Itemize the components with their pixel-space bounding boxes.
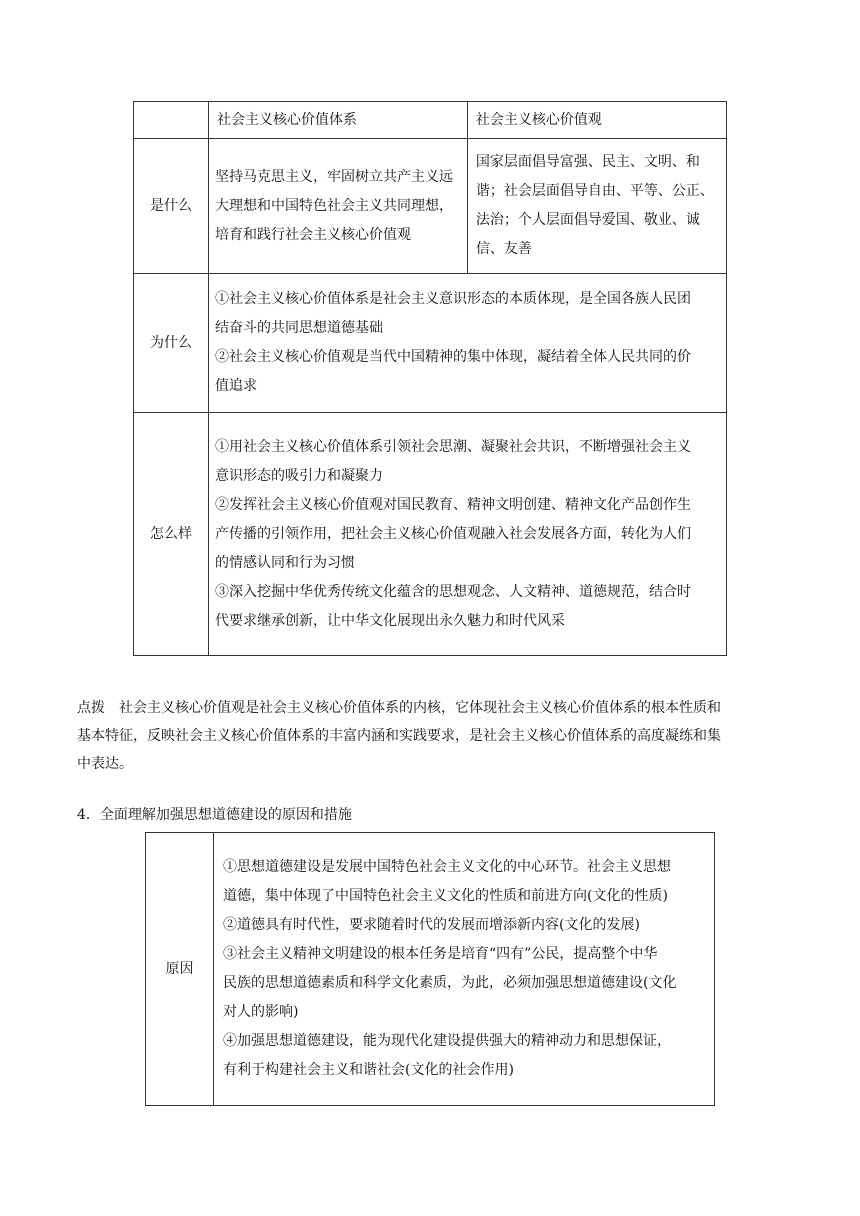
tip-paragraph — [77, 694, 795, 778]
table-row-how — [134, 413, 727, 656]
text-line: 产传播的引领作用，把社会主义核心价值观融入社会发展各方面，转化为人们 — [215, 525, 692, 542]
cell-what-values — [467, 139, 726, 274]
table-row-why — [134, 274, 727, 413]
cell-what-system — [209, 139, 468, 274]
row-label-reason: 原因 — [146, 833, 214, 1106]
text-line: 民族的思想道德素质和科学文化素质，为此，必须加强思想道德建设(文化 — [223, 975, 677, 991]
text-line: 的情感认同和行为习惯 — [215, 554, 356, 571]
cell-reason-content — [214, 833, 715, 1106]
text-line: 道德，集中体现了中国特色社会主义文化的性质和前进方向(文化的性质) — [223, 888, 668, 904]
header-core-values: 社会主义核心价值观 — [467, 102, 726, 139]
text-line: ②道德具有时代性，要求随着时代的发展而增添新内容(文化的发展) — [223, 917, 640, 933]
section-heading: 4．全面理解加强思想道德建设的原因和措施 — [77, 807, 352, 823]
text-line: 信、友善 — [475, 241, 532, 257]
table-row-what — [134, 139, 727, 274]
text-line: 坚持马克思主义，牢固树立共产主义远 — [215, 168, 454, 185]
text-line: 代要求继承创新，让中华文化展现出永久魅力和时代风采 — [215, 612, 566, 629]
row-label-how: 怎么样 — [134, 413, 209, 656]
header-value-system: 社会主义核心价值体系 — [209, 102, 468, 139]
table-header-row — [134, 102, 727, 139]
text-line: ②社会主义核心价值观是当代中国精神的集中体现，凝结着全体人民共同的价 — [215, 349, 692, 365]
text-line: ③社会主义精神文明建设的根本任务是培育“四有”公民，提高整个中华 — [223, 946, 658, 962]
text-line: 基本特征，反映社会主义核心价值体系的丰富内涵和实践要求，是社会主义核心价值体系的高度凝练和集 — [77, 728, 721, 744]
text-line: 意识形态的吸引力和凝聚力 — [215, 467, 384, 484]
text-line: ③深入挖掘中华优秀传统文化蕴含的思想观念、人文精神、道德规范，结合时 — [215, 583, 692, 600]
text-line: 结奋斗的共同思想道德基础 — [215, 320, 384, 336]
text-line: 有利于构建社会主义和谐社会(文化的社会作用) — [223, 1062, 514, 1078]
text-line: 国家层面倡导富强、民主、文明、和 — [475, 154, 700, 170]
text-line: ④加强思想道德建设，能为现代化建设提供强大的精神动力和思想保证， — [223, 1033, 671, 1049]
core-values-comparison-table — [133, 101, 727, 656]
row-label-what: 是什么 — [134, 139, 209, 274]
text-line: 值追求 — [215, 378, 258, 394]
text-line: ①用社会主义核心价值体系引领社会思潮、凝聚社会共识，不断增强社会主义 — [215, 438, 692, 455]
row-label-why: 为什么 — [134, 274, 209, 413]
cell-how-content — [209, 413, 727, 656]
text-line: 谐；社会层面倡导自由、平等、公正、 — [475, 183, 714, 199]
header-corner-cell — [134, 102, 209, 139]
text-line: 中表达。 — [77, 756, 133, 772]
text-line: ②发挥社会主义核心价值观对国民教育、精神文明创建、精神文化产品创作生 — [215, 496, 692, 513]
text-line: 大理想和中国特色社会主义共同理想， — [215, 197, 454, 214]
text-line: 法治；个人层面倡导爱国、敬业、诚 — [475, 212, 700, 228]
text-line: ①社会主义核心价值体系是社会主义意识形态的本质体现，是全国各族人民团 — [215, 291, 692, 307]
text-line: 对人的影响) — [223, 1004, 299, 1020]
moral-construction-table — [145, 832, 715, 1106]
text-line: 培育和践行社会主义核心价值观 — [215, 226, 412, 243]
text-line: ①思想道德建设是发展中国特色社会主义文化的中心环节。社会主义思想 — [223, 859, 671, 875]
text-line: 点拨 社会主义核心价值观是社会主义核心价值体系的内核，它体现社会主义核心价值体系的根本性质和 — [77, 700, 721, 716]
table-row-reason — [146, 833, 715, 1106]
cell-why-content — [209, 274, 727, 413]
